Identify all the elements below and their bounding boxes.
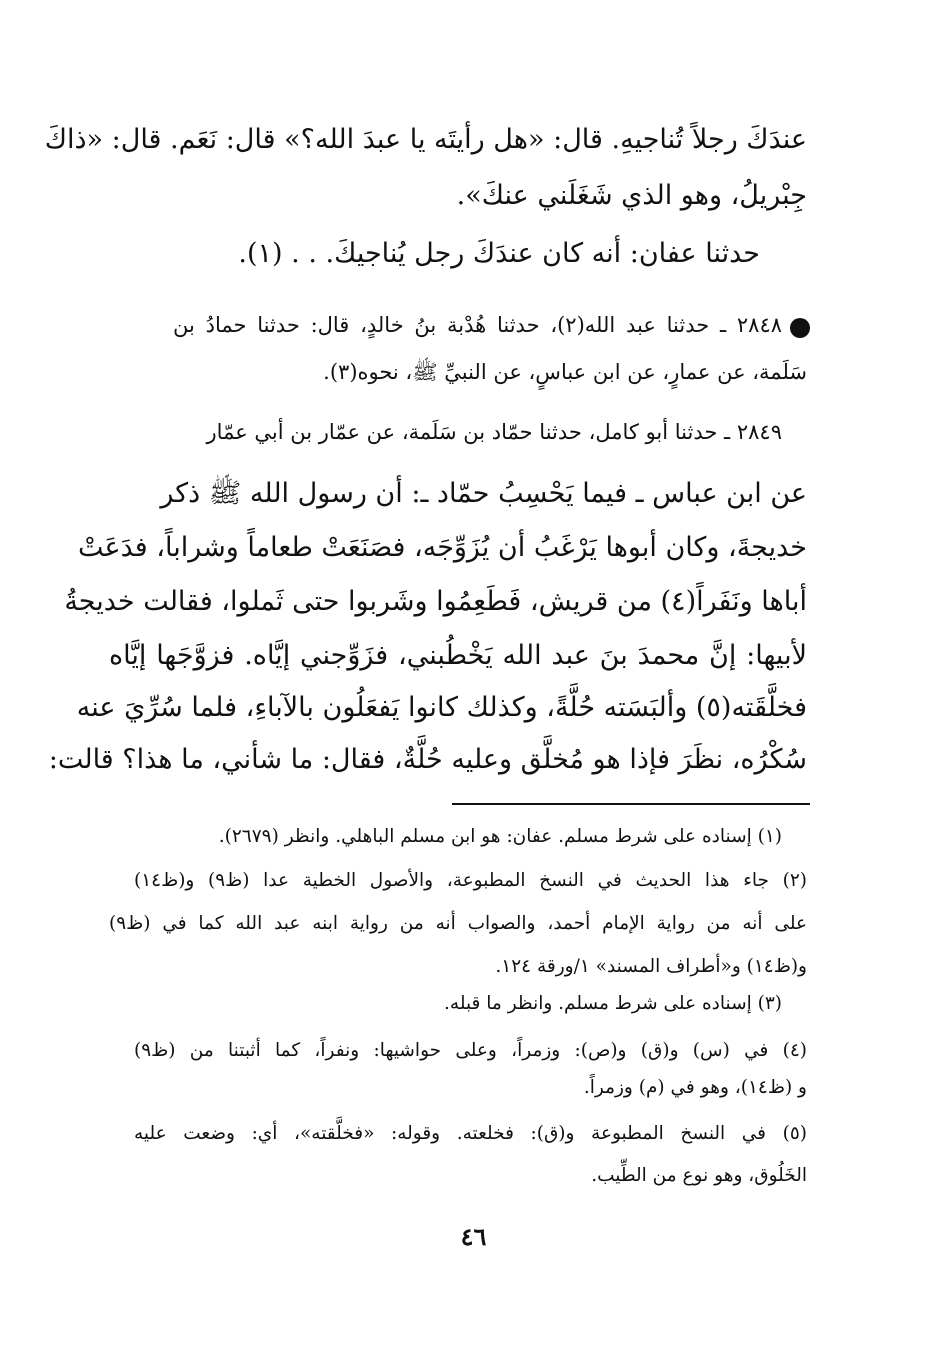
hadith-2849-text-line: لأبيها: إنَّ محمدَ بنَ عبد الله يَخْطُبني، فزَوِّجني إيَّاه. فزوَّجَها إيَّاه [109, 640, 807, 671]
hadith-2849-text-line: أباها ونَفَراً(٤) من قريش، فَطَعِمُوا وشَربوا حتى ثَملوا، فقالت خديجةُ [64, 586, 807, 617]
footnote-line: (٥) في النسخ المطبوعة و(ق): فخلعته. وقوله: «فخلَّقته»، أي: وضعت عليه [134, 1123, 807, 1144]
main-text-line: عندَكَ رجلاً تُناجيهِ. قال: «هل رأيتَه يا عبدَ الله؟» قال: نَعَم. قال: «ذاكَ [44, 124, 807, 155]
hadith-2849-text-line: عن ابن عباس ـ فيما يَحْسِبُ حمّاد ـ: أن رسول الله ﷺ ذكر [160, 478, 807, 509]
hadith-2849-text-line: فخلَّقَته(٥) وألبَسَته حُلَّةً، وكذلك كانوا يَفعَلُون بالآباءِ، فلما سُرِّيَ عنه [76, 692, 807, 723]
hadith-bullet-icon [790, 318, 810, 338]
hadith-2848-line: سَلَمة، عن عمارٍ، عن ابن عباسٍ، عن النبيِّ ﷺ، نحوه(٣). [323, 360, 807, 384]
footnote-line: الخَلُوق، وهو نوع من الطِّيب. [591, 1165, 807, 1186]
hadith-2848-line: ٢٨٤٨ ـ حدثنا عبد الله(٢)، حدثنا هُدْبة بنُ خالدٍ، قال: حدثنا حمادُ بن [173, 313, 783, 337]
footnote-line: (٣) إسناده على شرط مسلم. وانظر ما قبله. [444, 993, 782, 1014]
hadith-2849-isnad: ٢٨٤٩ ـ حدثنا أبو كامل، حدثنا حمّاد بن سَلَمة، عن عمّار بن أبي عمّار [206, 420, 782, 444]
footnote-line: و(ظ١٤) و«أطراف المسند» ١/ورقة ١٢٤. [495, 956, 807, 977]
footnote-separator [452, 803, 810, 805]
main-text-line: جِبْريلُ، وهو الذي شَغَلَني عنكَ». [456, 180, 807, 211]
footnote-line: و (ظ١٤)، وهو في (م) وزمراً. [583, 1077, 807, 1098]
page-number: ٤٦ [460, 1222, 487, 1251]
footnote-line: (١) إسناده على شرط مسلم. عفان: هو ابن مسلم الباهلي. وانظر (٢٦٧٩). [218, 826, 782, 847]
footnote-line: (٢) جاء هذا الحديث في النسخ المطبوعة، والأصول الخطية عدا (ظ٩) و(ظ١٤) [134, 870, 807, 891]
footnote-line: (٤) في (س) و(ق) و(ص): وزمراً، وعلى حواشيها: ونفراً، كما أثبتنا من (ظ٩) [134, 1040, 807, 1061]
hadith-2849-text-line: سُكْرُه، نظَرَ فإذا هو مُخلَّق وعليه حُلَّةٌ، فقال: ما شأني، ما هذا؟ قالت: [48, 744, 807, 775]
hadith-2849-text-line: خديجةَ، وكان أبوها يَرْغَبُ أن يُزَوِّجَه، فصَنَعَتْ طعاماً وشراباً، فدَعَتْ [78, 532, 807, 563]
main-text-line: حدثنا عفان: أنه كان عندَكَ رجل يُناجيكَ. . . (١). [238, 238, 760, 269]
footnote-line: على أنه من رواية الإمام أحمد، والصواب أنه من رواية ابنه عبد الله كما في (ظ٩) [109, 913, 807, 934]
